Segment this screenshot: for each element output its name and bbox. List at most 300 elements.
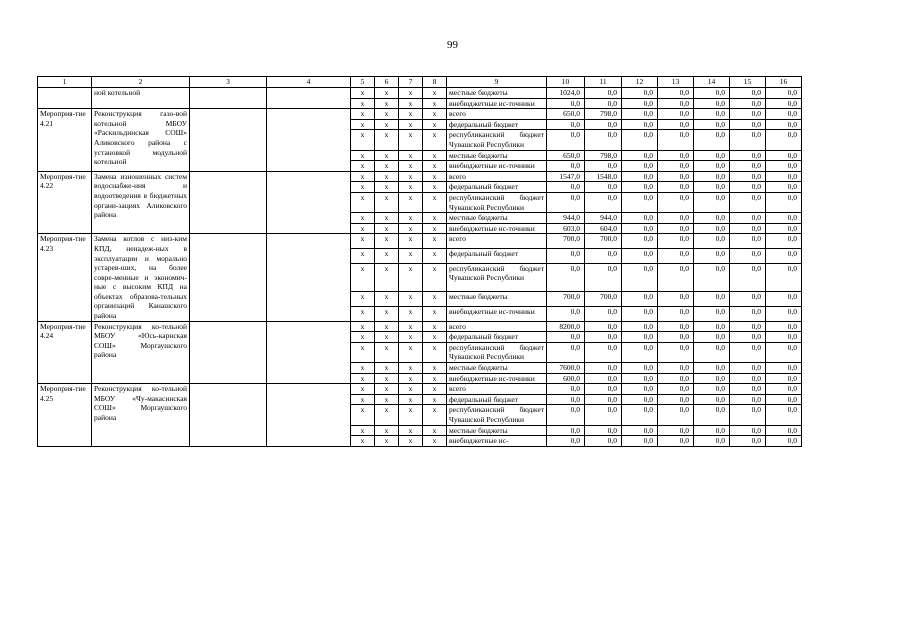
header-cell: 6 bbox=[375, 77, 399, 88]
column-3-cell bbox=[190, 321, 267, 384]
code-marker-cell: х bbox=[351, 425, 375, 436]
code-marker-cell: х bbox=[351, 321, 375, 332]
funding-source-cell: местные бюджеты bbox=[447, 213, 547, 224]
amount-cell: 1024,0 bbox=[547, 88, 585, 99]
amount-cell: 0,0 bbox=[694, 171, 730, 182]
header-cell: 5 bbox=[351, 77, 375, 88]
code-marker-cell: х bbox=[351, 192, 375, 212]
code-marker-cell: х bbox=[423, 171, 447, 182]
column-3-cell bbox=[190, 171, 267, 234]
amount-cell: 0,0 bbox=[730, 130, 766, 150]
amount-cell: 0,0 bbox=[766, 171, 802, 182]
code-marker-cell: х bbox=[399, 119, 423, 130]
measure-label: Мероприя-тие 4.23 bbox=[38, 234, 92, 321]
amount-cell: 0,0 bbox=[547, 425, 585, 436]
code-marker-cell: х bbox=[399, 263, 423, 291]
code-marker-cell: х bbox=[351, 150, 375, 161]
amount-cell: 0,0 bbox=[766, 373, 802, 384]
code-marker-cell: х bbox=[423, 234, 447, 249]
amount-cell: 0,0 bbox=[547, 98, 585, 109]
amount-cell: 0,0 bbox=[547, 436, 585, 447]
amount-cell: 0,0 bbox=[766, 263, 802, 291]
measure-label: Мероприя-тие 4.24 bbox=[38, 321, 92, 384]
header-cell: 9 bbox=[447, 77, 547, 88]
amount-cell: 0,0 bbox=[658, 223, 694, 234]
amount-cell: 0,0 bbox=[730, 109, 766, 120]
amount-cell: 0,0 bbox=[766, 130, 802, 150]
amount-cell: 0,0 bbox=[766, 109, 802, 120]
code-marker-cell: х bbox=[399, 306, 423, 321]
amount-cell: 0,0 bbox=[622, 363, 658, 374]
amount-cell: 0,0 bbox=[766, 292, 802, 307]
amount-cell: 0,0 bbox=[622, 182, 658, 193]
amount-cell: 700,0 bbox=[585, 234, 622, 249]
measure-description: Реконструкция ко-тельной МБОУ «Юсь-карнская СОШ» Моргаушского района bbox=[92, 321, 190, 384]
amount-cell: 0,0 bbox=[694, 249, 730, 264]
amount-cell: 0,0 bbox=[658, 88, 694, 99]
amount-cell: 798,0 bbox=[585, 150, 622, 161]
header-cell: 13 bbox=[658, 77, 694, 88]
column-3-cell bbox=[190, 234, 267, 321]
table-row bbox=[38, 234, 802, 249]
code-marker-cell: х bbox=[399, 98, 423, 109]
amount-cell: 0,0 bbox=[622, 306, 658, 321]
amount-cell: 0,0 bbox=[658, 213, 694, 224]
amount-cell: 0,0 bbox=[694, 363, 730, 374]
funding-source-cell: местные бюджеты bbox=[447, 88, 547, 99]
amount-cell: 0,0 bbox=[622, 98, 658, 109]
amount-cell: 0,0 bbox=[730, 161, 766, 172]
header-cell: 3 bbox=[190, 77, 267, 88]
amount-cell: 650,0 bbox=[547, 150, 585, 161]
amount-cell: 0,0 bbox=[622, 394, 658, 405]
code-marker-cell: х bbox=[375, 182, 399, 193]
code-marker-cell: х bbox=[375, 425, 399, 436]
amount-cell: 700,0 bbox=[585, 292, 622, 307]
funding-source-cell: местные бюджеты bbox=[447, 292, 547, 307]
code-marker-cell: х bbox=[375, 171, 399, 182]
code-marker-cell: х bbox=[423, 182, 447, 193]
code-marker-cell: х bbox=[375, 306, 399, 321]
measure-label: Мероприя-тие 4.22 bbox=[38, 171, 92, 234]
amount-cell: 0,0 bbox=[694, 342, 730, 362]
amount-cell: 0,0 bbox=[730, 321, 766, 332]
header-cell: 8 bbox=[423, 77, 447, 88]
funding-source-cell: всего bbox=[447, 234, 547, 249]
code-marker-cell: х bbox=[375, 292, 399, 307]
amount-cell: 0,0 bbox=[766, 436, 802, 447]
measure-label: Мероприя-тие 4.25 bbox=[38, 384, 92, 447]
amount-cell: 0,0 bbox=[658, 234, 694, 249]
code-marker-cell: х bbox=[399, 150, 423, 161]
code-marker-cell: х bbox=[423, 306, 447, 321]
amount-cell: 0,0 bbox=[694, 130, 730, 150]
funding-source-cell: федеральный бюджет bbox=[447, 249, 547, 264]
amount-cell: 0,0 bbox=[766, 98, 802, 109]
amount-cell: 0,0 bbox=[658, 263, 694, 291]
code-marker-cell: х bbox=[351, 405, 375, 425]
amount-cell: 0,0 bbox=[694, 321, 730, 332]
code-marker-cell: х bbox=[399, 321, 423, 332]
code-marker-cell: х bbox=[423, 192, 447, 212]
amount-cell: 0,0 bbox=[694, 306, 730, 321]
code-marker-cell: х bbox=[351, 119, 375, 130]
code-marker-cell: х bbox=[399, 363, 423, 374]
amount-cell: 0,0 bbox=[694, 109, 730, 120]
amount-cell: 0,0 bbox=[658, 192, 694, 212]
amount-cell: 0,0 bbox=[730, 223, 766, 234]
funding-source-cell: федеральный бюджет bbox=[447, 394, 547, 405]
amount-cell: 0,0 bbox=[658, 373, 694, 384]
amount-cell: 0,0 bbox=[658, 394, 694, 405]
header-cell: 2 bbox=[92, 77, 190, 88]
amount-cell: 0,0 bbox=[730, 425, 766, 436]
measure-description: Замена котлов с низ-ким КПД, ненадеж-ных в эксплуатации и морально устарев-ших, на более совре-менные и экономич-ные с высоким КПД на объектах образова-тельных организаций Канашского района bbox=[92, 234, 190, 321]
funding-source-cell: всего bbox=[447, 171, 547, 182]
code-marker-cell: х bbox=[423, 223, 447, 234]
code-marker-cell: х bbox=[423, 98, 447, 109]
amount-cell: 0,0 bbox=[766, 249, 802, 264]
amount-cell: 0,0 bbox=[622, 405, 658, 425]
code-marker-cell: х bbox=[399, 109, 423, 120]
amount-cell: 0,0 bbox=[766, 405, 802, 425]
code-marker-cell: х bbox=[351, 98, 375, 109]
amount-cell: 0,0 bbox=[622, 213, 658, 224]
amount-cell: 0,0 bbox=[694, 394, 730, 405]
amount-cell: 0,0 bbox=[694, 425, 730, 436]
amount-cell: 0,0 bbox=[766, 234, 802, 249]
funding-source-cell: внебюджетные ис-точники bbox=[447, 98, 547, 109]
funding-source-cell: внебюджетные ис-точники bbox=[447, 373, 547, 384]
amount-cell: 944,0 bbox=[585, 213, 622, 224]
amount-cell: 0,0 bbox=[658, 436, 694, 447]
header-cell: 7 bbox=[399, 77, 423, 88]
amount-cell: 0,0 bbox=[547, 384, 585, 395]
code-marker-cell: х bbox=[351, 263, 375, 291]
code-marker-cell: х bbox=[375, 436, 399, 447]
code-marker-cell: х bbox=[351, 130, 375, 150]
amount-cell: 0,0 bbox=[547, 332, 585, 343]
funding-source-cell: всего bbox=[447, 384, 547, 395]
code-marker-cell: х bbox=[351, 373, 375, 384]
funding-source-cell: федеральный бюджет bbox=[447, 119, 547, 130]
table-row bbox=[38, 384, 802, 395]
amount-cell: 0,0 bbox=[622, 192, 658, 212]
amount-cell: 0,0 bbox=[585, 332, 622, 343]
amount-cell: 1548,0 bbox=[585, 171, 622, 182]
measure-description: Реконструкция ко-тельной МБОУ «Чу-макасинская СОШ» Моргаушского района bbox=[92, 384, 190, 447]
amount-cell: 0,0 bbox=[658, 161, 694, 172]
amount-cell: 0,0 bbox=[658, 119, 694, 130]
amount-cell: 0,0 bbox=[658, 150, 694, 161]
funding-source-cell: местные бюджеты bbox=[447, 425, 547, 436]
code-marker-cell: х bbox=[375, 192, 399, 212]
header-cell: 1 bbox=[38, 77, 92, 88]
code-marker-cell: х bbox=[399, 384, 423, 395]
header-cell: 11 bbox=[585, 77, 622, 88]
header-cell: 14 bbox=[694, 77, 730, 88]
code-marker-cell: х bbox=[375, 263, 399, 291]
code-marker-cell: х bbox=[399, 234, 423, 249]
amount-cell: 0,0 bbox=[585, 436, 622, 447]
measure-description: Реконструкция газо-вой котельной МБОУ «Раскильдинская СОШ» Аликовского района с установкой модульной котельной bbox=[92, 109, 190, 172]
code-marker-cell: х bbox=[375, 88, 399, 99]
code-marker-cell: х bbox=[423, 150, 447, 161]
amount-cell: 944,0 bbox=[547, 213, 585, 224]
amount-cell: 0,0 bbox=[730, 373, 766, 384]
code-marker-cell: х bbox=[399, 213, 423, 224]
amount-cell: 0,0 bbox=[658, 332, 694, 343]
amount-cell: 0,0 bbox=[622, 171, 658, 182]
code-marker-cell: х bbox=[399, 182, 423, 193]
amount-cell: 0,0 bbox=[622, 425, 658, 436]
column-4-cell bbox=[267, 234, 351, 321]
code-marker-cell: х bbox=[375, 98, 399, 109]
code-marker-cell: х bbox=[399, 161, 423, 172]
code-marker-cell: х bbox=[399, 249, 423, 264]
header-cell: 16 bbox=[766, 77, 802, 88]
amount-cell: 0,0 bbox=[622, 161, 658, 172]
funding-source-cell: республиканский бюджет Чувашской Республики bbox=[447, 342, 547, 362]
amount-cell: 0,0 bbox=[547, 192, 585, 212]
header-cell: 4 bbox=[267, 77, 351, 88]
code-marker-cell: х bbox=[399, 130, 423, 150]
amount-cell: 0,0 bbox=[694, 332, 730, 343]
amount-cell: 604,0 bbox=[585, 223, 622, 234]
amount-cell: 0,0 bbox=[694, 373, 730, 384]
code-marker-cell: х bbox=[351, 292, 375, 307]
code-marker-cell: х bbox=[423, 405, 447, 425]
amount-cell: 0,0 bbox=[622, 321, 658, 332]
amount-cell: 0,0 bbox=[658, 130, 694, 150]
amount-cell: 0,0 bbox=[622, 342, 658, 362]
code-marker-cell: х bbox=[423, 425, 447, 436]
code-marker-cell: х bbox=[351, 88, 375, 99]
funding-source-cell: внебюджетные ис-точники bbox=[447, 161, 547, 172]
amount-cell: 0,0 bbox=[658, 109, 694, 120]
code-marker-cell: х bbox=[399, 373, 423, 384]
code-marker-cell: х bbox=[351, 213, 375, 224]
amount-cell: 0,0 bbox=[622, 234, 658, 249]
amount-cell: 0,0 bbox=[766, 192, 802, 212]
column-4-cell bbox=[267, 88, 351, 109]
amount-cell: 0,0 bbox=[730, 171, 766, 182]
table-row bbox=[38, 109, 802, 120]
funding-source-cell: республиканский бюджет Чувашской Республики bbox=[447, 130, 547, 150]
code-marker-cell: х bbox=[375, 321, 399, 332]
funding-source-cell: местные бюджеты bbox=[447, 150, 547, 161]
amount-cell: 0,0 bbox=[730, 306, 766, 321]
funding-source-cell: внебюджетные ис- bbox=[447, 436, 547, 447]
amount-cell: 0,0 bbox=[694, 192, 730, 212]
code-marker-cell: х bbox=[399, 425, 423, 436]
amount-cell: 0,0 bbox=[730, 342, 766, 362]
amount-cell: 0,0 bbox=[585, 394, 622, 405]
amount-cell: 0,0 bbox=[658, 384, 694, 395]
amount-cell: 0,0 bbox=[694, 405, 730, 425]
amount-cell: 0,0 bbox=[658, 321, 694, 332]
amount-cell: 0,0 bbox=[547, 405, 585, 425]
amount-cell: 0,0 bbox=[585, 384, 622, 395]
column-3-cell bbox=[190, 88, 267, 109]
code-marker-cell: х bbox=[423, 436, 447, 447]
amount-cell: 0,0 bbox=[730, 436, 766, 447]
code-marker-cell: х bbox=[399, 223, 423, 234]
amount-cell: 0,0 bbox=[730, 405, 766, 425]
amount-cell: 0,0 bbox=[658, 425, 694, 436]
amount-cell: 0,0 bbox=[766, 306, 802, 321]
code-marker-cell: х bbox=[423, 394, 447, 405]
column-3-cell bbox=[190, 384, 267, 447]
code-marker-cell: х bbox=[375, 405, 399, 425]
amount-cell: 0,0 bbox=[547, 119, 585, 130]
amount-cell: 0,0 bbox=[585, 182, 622, 193]
amount-cell: 0,0 bbox=[694, 223, 730, 234]
amount-cell: 0,0 bbox=[622, 249, 658, 264]
column-3-cell bbox=[190, 109, 267, 172]
code-marker-cell: х bbox=[351, 182, 375, 193]
amount-cell: 0,0 bbox=[658, 98, 694, 109]
code-marker-cell: х bbox=[399, 436, 423, 447]
amount-cell: 0,0 bbox=[622, 373, 658, 384]
amount-cell: 0,0 bbox=[694, 213, 730, 224]
amount-cell: 0,0 bbox=[658, 182, 694, 193]
amount-cell: 0,0 bbox=[694, 98, 730, 109]
amount-cell: 0,0 bbox=[694, 150, 730, 161]
amount-cell: 0,0 bbox=[547, 182, 585, 193]
amount-cell: 0,0 bbox=[622, 130, 658, 150]
amount-cell: 0,0 bbox=[766, 182, 802, 193]
amount-cell: 0,0 bbox=[766, 384, 802, 395]
code-marker-cell: х bbox=[375, 373, 399, 384]
amount-cell: 0,0 bbox=[658, 249, 694, 264]
funding-source-cell: республиканский бюджет Чувашской Республики bbox=[447, 263, 547, 291]
code-marker-cell: х bbox=[375, 234, 399, 249]
code-marker-cell: х bbox=[375, 150, 399, 161]
amount-cell: 0,0 bbox=[730, 234, 766, 249]
code-marker-cell: х bbox=[399, 405, 423, 425]
funding-source-cell: всего bbox=[447, 321, 547, 332]
code-marker-cell: х bbox=[351, 342, 375, 362]
amount-cell: 0,0 bbox=[585, 98, 622, 109]
amount-cell: 600,0 bbox=[547, 373, 585, 384]
amount-cell: 0,0 bbox=[547, 249, 585, 264]
amount-cell: 0,0 bbox=[766, 321, 802, 332]
code-marker-cell: х bbox=[399, 88, 423, 99]
measure-label bbox=[38, 88, 92, 109]
funding-source-cell: республиканский бюджет Чувашской Республики bbox=[447, 192, 547, 212]
code-marker-cell: х bbox=[375, 119, 399, 130]
code-marker-cell: х bbox=[423, 109, 447, 120]
code-marker-cell: х bbox=[375, 394, 399, 405]
code-marker-cell: х bbox=[351, 161, 375, 172]
amount-cell: 0,0 bbox=[730, 88, 766, 99]
amount-cell: 0,0 bbox=[766, 342, 802, 362]
amount-cell: 0,0 bbox=[694, 88, 730, 99]
amount-cell: 0,0 bbox=[730, 182, 766, 193]
column-4-cell bbox=[267, 384, 351, 447]
code-marker-cell: х bbox=[375, 384, 399, 395]
amount-cell: 0,0 bbox=[547, 130, 585, 150]
amount-cell: 0,0 bbox=[730, 292, 766, 307]
amount-cell: 798,0 bbox=[585, 109, 622, 120]
code-marker-cell: х bbox=[375, 109, 399, 120]
column-4-cell bbox=[267, 171, 351, 234]
amount-cell: 0,0 bbox=[585, 130, 622, 150]
amount-cell: 0,0 bbox=[585, 342, 622, 362]
measure-description: Замена изношенных систем водоснабже-ния и водоотведения в бюджетных органи-зациях Аликовского района bbox=[92, 171, 190, 234]
header-row bbox=[38, 77, 802, 88]
funding-source-cell: всего bbox=[447, 109, 547, 120]
code-marker-cell: х bbox=[351, 109, 375, 120]
amount-cell: 0,0 bbox=[585, 321, 622, 332]
amount-cell: 0,0 bbox=[622, 223, 658, 234]
amount-cell: 700,0 bbox=[547, 292, 585, 307]
amount-cell: 0,0 bbox=[658, 405, 694, 425]
amount-cell: 0,0 bbox=[585, 249, 622, 264]
code-marker-cell: х bbox=[351, 234, 375, 249]
code-marker-cell: х bbox=[375, 130, 399, 150]
amount-cell: 0,0 bbox=[694, 292, 730, 307]
amount-cell: 0,0 bbox=[694, 119, 730, 130]
amount-cell: 0,0 bbox=[766, 150, 802, 161]
column-4-cell bbox=[267, 321, 351, 384]
code-marker-cell: х bbox=[375, 249, 399, 264]
page-number: 99 bbox=[447, 39, 458, 51]
code-marker-cell: х bbox=[351, 223, 375, 234]
amount-cell: 0,0 bbox=[622, 436, 658, 447]
measure-description: ной котельной bbox=[92, 88, 190, 109]
code-marker-cell: х bbox=[423, 119, 447, 130]
code-marker-cell: х bbox=[423, 161, 447, 172]
amount-cell: 0,0 bbox=[585, 425, 622, 436]
amount-cell: 0,0 bbox=[766, 332, 802, 343]
code-marker-cell: х bbox=[423, 342, 447, 362]
code-marker-cell: х bbox=[423, 363, 447, 374]
amount-cell: 1547,0 bbox=[547, 171, 585, 182]
amount-cell: 0,0 bbox=[730, 98, 766, 109]
amount-cell: 0,0 bbox=[766, 119, 802, 130]
code-marker-cell: х bbox=[399, 292, 423, 307]
code-marker-cell: х bbox=[423, 384, 447, 395]
code-marker-cell: х bbox=[375, 213, 399, 224]
code-marker-cell: х bbox=[375, 342, 399, 362]
amount-cell: 0,0 bbox=[694, 263, 730, 291]
amount-cell: 0,0 bbox=[730, 363, 766, 374]
code-marker-cell: х bbox=[423, 332, 447, 343]
amount-cell: 0,0 bbox=[658, 306, 694, 321]
funding-source-cell: федеральный бюджет bbox=[447, 332, 547, 343]
amount-cell: 650,0 bbox=[547, 109, 585, 120]
amount-cell: 0,0 bbox=[585, 306, 622, 321]
code-marker-cell: х bbox=[399, 394, 423, 405]
code-marker-cell: х bbox=[351, 332, 375, 343]
code-marker-cell: х bbox=[423, 88, 447, 99]
amount-cell: 0,0 bbox=[622, 332, 658, 343]
amount-cell: 0,0 bbox=[766, 88, 802, 99]
code-marker-cell: х bbox=[423, 130, 447, 150]
funding-source-cell: внебюджетные ис-точники bbox=[447, 306, 547, 321]
amount-cell: 0,0 bbox=[730, 384, 766, 395]
amount-cell: 700,0 bbox=[547, 234, 585, 249]
amount-cell: 0,0 bbox=[658, 171, 694, 182]
funding-source-cell: республиканский бюджет Чувашской Республики bbox=[447, 405, 547, 425]
amount-cell: 0,0 bbox=[547, 161, 585, 172]
amount-cell: 0,0 bbox=[730, 263, 766, 291]
amount-cell: 0,0 bbox=[658, 342, 694, 362]
amount-cell: 0,0 bbox=[694, 161, 730, 172]
amount-cell: 0,0 bbox=[547, 342, 585, 362]
